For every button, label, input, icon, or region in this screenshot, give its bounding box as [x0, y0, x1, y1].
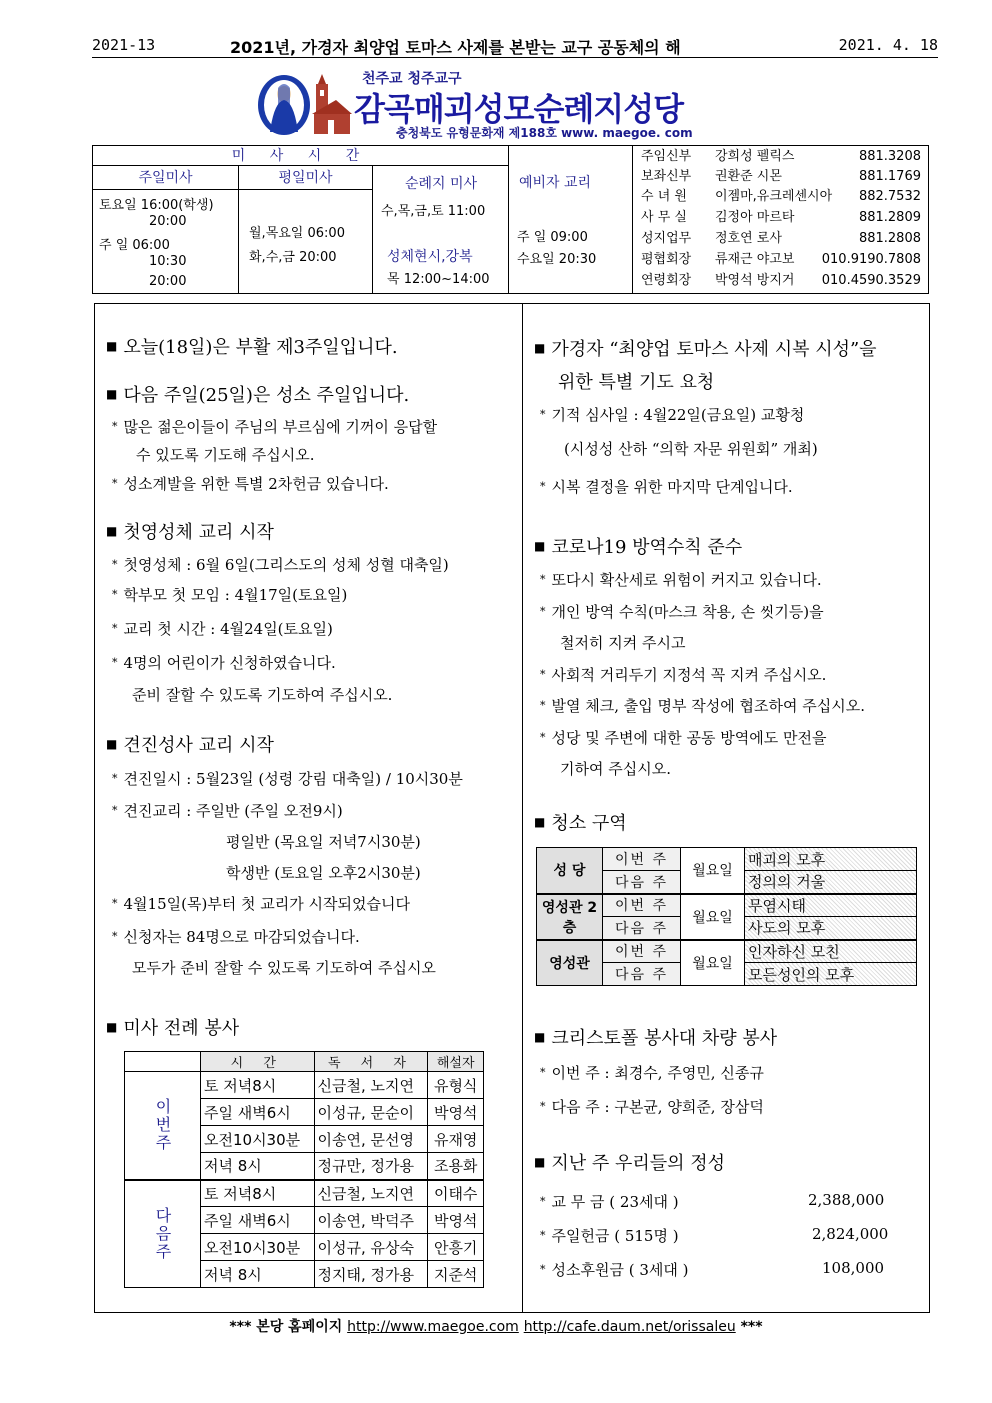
bullet-cont: 기하여 주십시오.: [560, 760, 671, 778]
section-beatification-cont: 위한 특별 기도 요청: [558, 372, 715, 393]
contact-row: 연령회장 박영석 방지거 010.4590.3529: [641, 273, 921, 288]
cleaning-table: [536, 847, 917, 986]
table-row: 다음주 토 저녁8시 신금철, 노지연 이태수: [125, 1180, 484, 1207]
liturgy-table: [124, 1051, 484, 1288]
col-header-readers: 독 서 자: [314, 1052, 428, 1072]
footer-suffix: ***: [740, 1319, 763, 1335]
bullet-cont: 평일반 (목요일 저녁7시30분): [226, 833, 421, 851]
pilgrim-mass-column: [373, 166, 509, 294]
cafe-link[interactable]: http://cafe.daum.net/orissaleu: [523, 1319, 736, 1335]
section-covid: ■ 코로나19 방역수칙 준수: [534, 537, 743, 558]
bullet-cont: 준비 잘할 수 있도록 기도하여 주십시오.: [132, 686, 393, 704]
offering-row: * 주일헌금 ( 515명 ): [540, 1227, 679, 1245]
contact-row: 성지업무 정호연 로사 881.2808: [641, 231, 921, 246]
offering-amount: 2,388,000: [808, 1191, 885, 1209]
mass-times-title: 미 사 시 간: [93, 146, 508, 166]
offering-amount: 108,000: [822, 1259, 885, 1277]
church-name: 감곡매괴성모순례지성당: [354, 90, 684, 128]
sunday-line: 20:00: [149, 274, 187, 289]
bullet: * 4월15일(목)부터 첫 교리가 시작되었습니다: [112, 895, 410, 913]
bullet: * 많은 젊은이들이 주님의 부르심에 기꺼이 응답할: [112, 418, 438, 436]
weekday-mass-title: 평일미사: [239, 166, 372, 190]
table-row: 다음 주 모든성인의 모후: [537, 963, 917, 986]
diocese-name: 천주교 청주교구: [362, 71, 462, 87]
church-logo-block: [256, 68, 756, 144]
section-confirmation: ■ 견진성사 교리 시작: [106, 735, 274, 756]
sunday-line: 토요일 16:00(학생): [99, 198, 214, 213]
homepage-link[interactable]: http://www.maegoe.com: [347, 1319, 519, 1335]
offering-row: * 교 무 금 ( 23세대 ): [540, 1193, 679, 1211]
table-row: 다음 주 사도의 모후: [537, 917, 917, 940]
catechumen-line: 주 일 09:00: [517, 230, 588, 245]
mass-times-box: [92, 145, 509, 294]
next-week-label: 다음주: [125, 1180, 201, 1288]
section-christopher-service: ■ 크리스토폴 봉사대 차량 봉사: [534, 1028, 778, 1049]
catechumen-line: 수요일 20:30: [517, 252, 597, 267]
bullet: * 성당 및 주변에 대한 공동 방역에도 만전을: [540, 729, 827, 747]
section-cleaning: ■ 청소 구역: [534, 813, 627, 834]
contact-row: 평협회장 류재근 야고보 010.9190.7808: [641, 252, 921, 267]
catechumen-title: 예비자 교리: [519, 175, 592, 191]
bullet: * 다음 주 : 구본균, 양희준, 장삼덕: [540, 1098, 764, 1116]
table-row: 주일 새벽6시 이송연, 박덕주 박영석: [125, 1207, 484, 1234]
section-liturgy-service: ■ 미사 전례 봉사: [106, 1018, 240, 1039]
this-week-label: 이번주: [125, 1072, 201, 1180]
table-row: 주일 새벽6시 이성규, 문순이 박영석: [125, 1099, 484, 1126]
bullet: * 발열 체크, 출입 명부 작성에 협조하여 주십시오.: [540, 697, 865, 715]
weekday-line: 화,수,금 20:00: [249, 250, 337, 265]
bullet: * 시복 결정을 위한 마지막 단계입니다.: [540, 478, 793, 496]
table-row: 영성관 2층 이번 주 월요일 무염시태: [537, 894, 917, 917]
bullet: * 첫영성체 : 6월 6일(그리스도의 성체 성혈 대축일): [112, 556, 449, 574]
section-easter: ■ 오늘(18일)은 부활 제3주일입니다.: [106, 337, 398, 358]
issue-date: 2021. 4. 18: [838, 36, 938, 54]
table-row: 성 당 이번 주 월요일 매괴의 모후: [537, 848, 917, 871]
contact-row: 수 녀 원 이젬마,유크레센시아 882.7532: [641, 189, 921, 204]
weekday-line: 월,목요일 06:00: [249, 226, 345, 241]
catechumen-box: [509, 145, 632, 294]
footer-prefix: *** 본당 홈페이지: [229, 1319, 343, 1335]
bullet-cont: 수 있도록 기도해 주십시오.: [136, 446, 315, 464]
bullet: * 신청자는 84명으로 마감되었습니다.: [112, 928, 360, 946]
section-offerings: ■ 지난 주 우리들의 정성: [534, 1153, 725, 1174]
pilgrim-line: 수,목,금,토 11:00: [381, 204, 486, 219]
bullet: * 사회적 거리두기 지정석 꼭 지켜 주십시오.: [540, 666, 827, 684]
top-header-line: [92, 36, 938, 58]
issue-number: 2021-13: [92, 36, 156, 54]
section-vocation: ■ 다음 주일(25일)은 성소 주일입니다.: [106, 385, 410, 406]
table-row: 오전10시30분 이성규, 유상숙 안흥기: [125, 1234, 484, 1261]
bullet: * 이번 주 : 최경수, 주영민, 신종규: [540, 1064, 764, 1082]
bullet: * 학부모 첫 모임 : 4월17일(토요일): [112, 586, 348, 604]
bullet: * 견진일시 : 5월23일 (성령 강림 대축일) / 10시30분: [112, 770, 463, 788]
table-row: 저녁 8시 정규만, 정가용 조용화: [125, 1153, 484, 1180]
col-header-time: 시 간: [201, 1052, 315, 1072]
bullet-cont: 학생반 (토요일 오후2시30분): [226, 864, 421, 882]
bullet: * 4명의 어린이가 신청하였습니다.: [112, 654, 336, 672]
bullet-cont: 모두가 준비 잘할 수 있도록 기도하여 주십시오: [132, 959, 436, 977]
table-row: 이번주 토 저녁8시 신금철, 노지연 유형식: [125, 1072, 484, 1099]
table-row: 오전10시30분 이송연, 문선영 유재영: [125, 1126, 484, 1153]
sunday-line: 20:00: [149, 214, 187, 229]
sunday-line: 주 일 06:00: [99, 238, 170, 253]
footer-homepage: [0, 1316, 992, 1336]
pilgrim-mass-title: 순례지 미사: [404, 176, 478, 192]
table-row: 영성관 이번 주 월요일 인자하신 모친: [537, 940, 917, 963]
offering-amount: 2,824,000: [812, 1225, 889, 1243]
column-divider: [522, 303, 523, 1313]
bullet: * 견진교리 : 주일반 (주일 오전9시): [112, 802, 343, 820]
bullet: * 기적 심사일 : 4월22일(금요일) 교황청: [540, 406, 805, 424]
contact-row: 사 무 실 김정아 마르타 881.2809: [641, 210, 921, 225]
bullet-cont: (시성성 산하 “의학 자문 위원회” 개최): [564, 440, 818, 458]
church-subtitle: 충청북도 유형문화재 제188호 www. maegoe. com: [396, 126, 693, 140]
bullet: * 또다시 확산세로 위험이 커지고 있습니다.: [540, 571, 822, 589]
table-row: 저녁 8시 정지태, 정가용 지준석: [125, 1261, 484, 1288]
section-first-communion: ■ 첫영성체 교리 시작: [106, 522, 274, 543]
bullet: * 성소계발을 위한 특별 2차헌금 있습니다.: [112, 475, 389, 493]
sunday-mass-title: 주일미사: [93, 166, 238, 190]
offering-row: * 성소후원금 ( 3세대 ): [540, 1261, 689, 1279]
bullet: * 교리 첫 시간 : 4월24일(토요일): [112, 620, 333, 638]
contact-row: 보좌신부 권환준 시몬 881.1769: [641, 169, 921, 184]
table-row: 다음 주 정의의 거울: [537, 871, 917, 894]
adoration-title: 성체현시,강복: [387, 249, 473, 265]
adoration-time: 목 12:00~14:00: [387, 272, 490, 287]
contact-row: 주임신부 강희성 펠릭스 881.3208: [641, 149, 921, 164]
col-header-commentator: 해설자: [428, 1052, 484, 1072]
year-theme: 2021년, 가경자 최양업 토마스 사제를 본받는 교구 공동체의 해: [230, 38, 681, 57]
staff-contacts: [632, 145, 929, 294]
weekday-mass-column: [239, 166, 373, 294]
sunday-mass-column: [93, 166, 239, 294]
bullet-cont: 철저히 지켜 주시고: [560, 634, 686, 652]
section-beatification: ■ 가경자 “최양업 토마스 사제 시복 시성”을: [534, 339, 877, 360]
sunday-line: 10:30: [149, 254, 187, 269]
bullet: * 개인 방역 수칙(마스크 착용, 손 씻기등)을: [540, 603, 824, 621]
mary-church-emblem-icon: [256, 72, 356, 138]
